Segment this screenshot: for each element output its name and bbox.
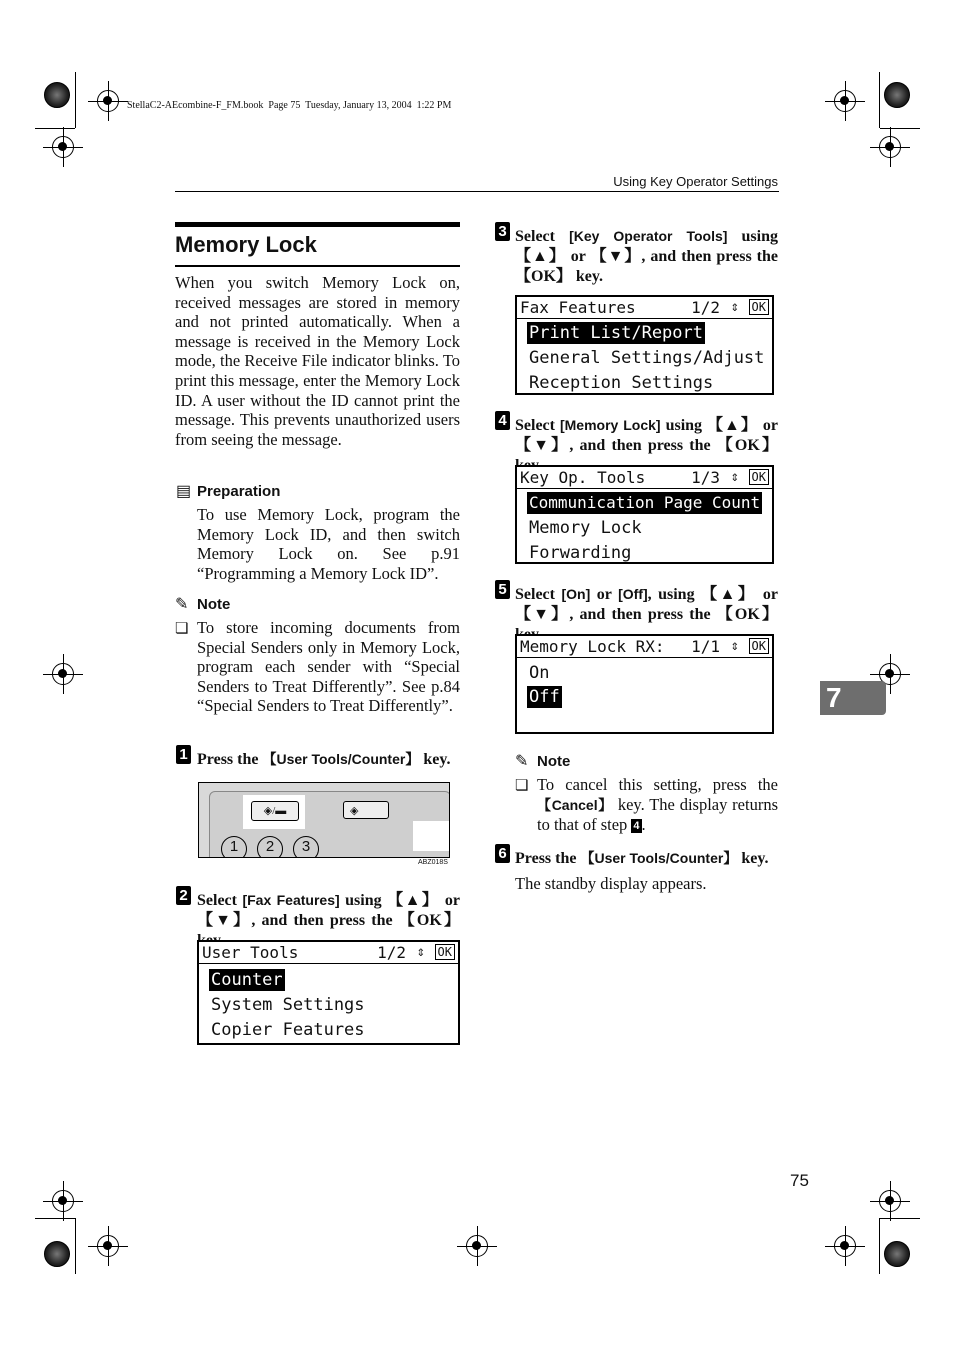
file-stamp: StellaC2-AEcombine-F_FM.book Page 75 Tuesday, January 13, 2004 1:22 PM <box>127 100 452 111</box>
preparation-heading: Preparation <box>197 483 281 500</box>
note-cancel-text: To cancel this setting, press the 【Cancel】 key. The display returns to that of step 4 . <box>537 775 778 835</box>
intro-paragraph: When you switch Memory Lock on, received messages are stored in memory and not printed automatically. When a message is received in the Memory Lock mode, the Receive File indicator blinks. To print this message, enter the Memory Lock ID. A user without the ID cannot print the message. This prevents unauthorized users from seeing the message. <box>175 273 460 449</box>
key-3: 3 <box>293 836 319 858</box>
running-header: Using Key Operator Settings <box>613 174 778 189</box>
step-number-5: 5 <box>495 580 510 599</box>
checkbox-bullet: ❏ <box>175 621 189 637</box>
pencil-icon: ✎ <box>175 596 189 613</box>
step-number-6: 6 <box>495 844 510 863</box>
note-item: To store incoming documents from Special Senders only in Memory Lock, program each sender with “Special Senders to Treat Differently”. See p.84 “Special Senders to Treat Differently”. <box>197 618 460 716</box>
step-number-1: 1 <box>176 745 191 764</box>
checklist-icon: ▤ <box>176 483 192 500</box>
key-1: 1 <box>221 836 247 858</box>
checkbox-bullet: ❏ <box>515 778 529 794</box>
note-heading: Note <box>537 753 571 770</box>
section-underline <box>175 265 460 267</box>
step-2-text: Select [Fax Features] using 【▲】 or 【▼】, and then press the 【OK】 <box>197 892 460 929</box>
page-number: 75 <box>790 1171 809 1190</box>
pencil-icon: ✎ <box>515 753 529 770</box>
step-1-text: Press the 【User Tools/Counter】 key. <box>197 751 451 768</box>
lcd-fax-features: Fax Features 1/2 ⇕ OK Print List/Report General Settings/Adjust Reception Settings <box>515 295 774 395</box>
note-heading: Note <box>197 596 231 613</box>
control-panel-image <box>198 782 450 858</box>
step-6-result: The standby display appears. <box>515 874 707 893</box>
step-5-text: Select [On] or [Off], using 【▲】 or 【▼】, and then press the 【OK】 <box>515 586 778 623</box>
step-ref-badge: 4 <box>633 820 640 833</box>
step-4-text: Select [Memory Lock] using 【▲】 or 【▼】, and then press the 【OK】 <box>515 417 778 454</box>
preparation-text: To use Memory Lock, program the Memory Lock ID, and then switch Memory Lock on. See p.91 “Programming a Memory Lock ID”. <box>197 505 460 583</box>
user-tools-key: ◈/▬ <box>251 801 299 821</box>
step-number-4: 4 <box>495 411 510 430</box>
lcd-memory-lock-rx: Memory Lock RX: 1/1 ⇕ OK On Off <box>515 634 774 734</box>
step-3-text: Select [Key Operator Tools] using 【▲】 or 【▼】, and then press the 【OK】 key. <box>515 228 778 285</box>
key-2: 2 <box>257 836 283 858</box>
step-6-text: Press the 【User Tools/Counter】 key. <box>515 850 769 867</box>
section-title: Memory Lock <box>175 232 317 257</box>
step-number-3: 3 <box>495 222 510 241</box>
chapter-tab: 7 <box>820 681 886 715</box>
image-label: ABZ018S <box>418 859 448 866</box>
step-number-2: 2 <box>176 886 191 905</box>
header-rule <box>175 191 779 192</box>
lcd-key-op-tools: Key Op. Tools 1/3 ⇕ OK Communication Page Count Memory Lock Forwarding <box>515 465 774 564</box>
lcd-user-tools: User Tools 1/2 ⇕ OK Counter System Settings Copier Features <box>197 940 460 1045</box>
section-bar <box>175 222 460 227</box>
counter-key: ◈ <box>343 801 389 819</box>
